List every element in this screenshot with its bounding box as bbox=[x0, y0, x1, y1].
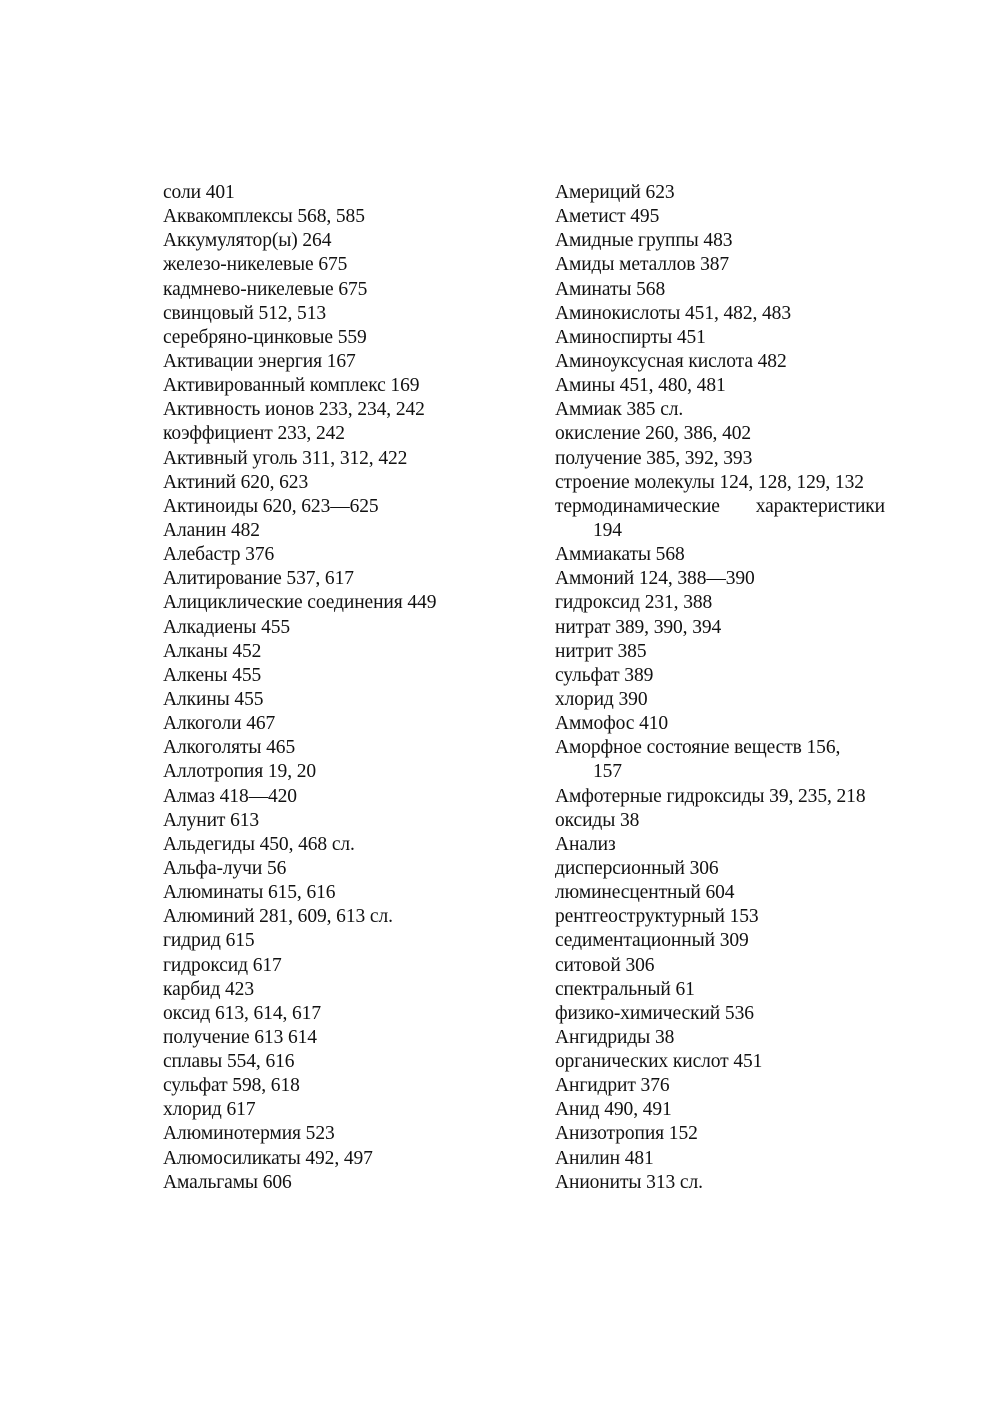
index-entry: железо-никелевые 675 bbox=[163, 254, 348, 276]
index-entry: Анилин 481 bbox=[555, 1147, 654, 1169]
index-entry: хлорид 390 bbox=[555, 688, 648, 710]
index-entry: Аминоспирты 451 bbox=[555, 326, 706, 348]
index-entry: Амфотерные гидроксиды 39, 235, 218 bbox=[555, 785, 866, 807]
index-entry: Ангидриды 38 bbox=[555, 1026, 675, 1048]
index-entry: Альдегиды 450, 468 сл. bbox=[163, 833, 355, 855]
index-entry: Алканы 452 bbox=[163, 640, 262, 662]
index-entry-word: термодинамические bbox=[555, 495, 720, 517]
index-entry: Аммоний 124, 388—390 bbox=[555, 568, 755, 590]
index-entry: нитрит 385 bbox=[555, 640, 647, 662]
index-entry: Алициклические соединения 449 bbox=[163, 592, 437, 614]
index-entry: Алюминий 281, 609, 613 сл. bbox=[163, 906, 393, 928]
index-entry: Аквакомплексы 568, 585 bbox=[163, 206, 365, 228]
index-left-column bbox=[163, 181, 503, 1195]
index-entry: Аморфное состояние веществ 156, bbox=[555, 737, 841, 759]
index-entry: спектральный 61 bbox=[555, 978, 695, 1000]
index-entry: Алюмосиликаты 492, 497 bbox=[163, 1147, 373, 1169]
index-entry: кадмнево-никелевые 675 bbox=[163, 278, 368, 300]
index-entry: гидроксид 617 bbox=[163, 954, 282, 976]
index-entry: Аккумулятор(ы) 264 bbox=[163, 230, 332, 252]
index-entry: Альфа-лучи 56 bbox=[163, 857, 287, 879]
index-right-column bbox=[555, 181, 895, 1195]
index-entry: седиментационный 309 bbox=[555, 930, 749, 952]
index-entry: Анизотропия 152 bbox=[555, 1123, 698, 1145]
index-entry: соли 401 bbox=[163, 182, 235, 203]
index-entry: Анализ bbox=[555, 833, 616, 855]
index-entry: Аммофос 410 bbox=[555, 713, 669, 735]
index-entry: дисперсионный 306 bbox=[555, 857, 719, 879]
index-entry: рентгеоструктурный 153 bbox=[555, 906, 759, 928]
index-entry: Америций 623 bbox=[555, 182, 675, 203]
index-entry: физико-химический 536 bbox=[555, 1002, 754, 1024]
index-entry: Амиды металлов 387 bbox=[555, 254, 730, 276]
index-entry: коэффициент 233, 242 bbox=[163, 423, 345, 445]
index-entry: Алюминаты 615, 616 bbox=[163, 882, 336, 904]
index-entry: Алюминотермия 523 bbox=[163, 1123, 335, 1145]
index-entry: оксиды 38 bbox=[555, 809, 640, 831]
index-entry: Аниониты 313 сл. bbox=[555, 1171, 703, 1193]
index-entry: ситовой 306 bbox=[555, 954, 655, 976]
index-entry: Активный уголь 311, 312, 422 bbox=[163, 447, 408, 469]
index-entry: оксид 613, 614, 617 bbox=[163, 1002, 321, 1024]
index-entry: строение молекулы 124, 128, 129, 132 bbox=[555, 471, 864, 493]
index-entry: Аметист 495 bbox=[555, 206, 660, 228]
index-entry: Алебастр 376 bbox=[163, 544, 275, 566]
index-entry: нитрат 389, 390, 394 bbox=[555, 616, 722, 638]
index-entry: Активность ионов 233, 234, 242 bbox=[163, 399, 425, 421]
index-entry: Алмаз 418—420 bbox=[163, 785, 297, 807]
index-entry-justified bbox=[555, 495, 885, 519]
index-entry: Аланин 482 bbox=[163, 519, 260, 541]
index-entry: получение 613 614 bbox=[163, 1026, 317, 1048]
index-entry: Амины 451, 480, 481 bbox=[555, 375, 726, 397]
index-entry: Актиноиды 620, 623—625 bbox=[163, 495, 379, 517]
index-entry: Активированный комплекс 169 bbox=[163, 375, 420, 397]
index-entry: Ангидрит 376 bbox=[555, 1075, 670, 1097]
index-entry: Алкоголяты 465 bbox=[163, 737, 296, 759]
index-entry: гидрид 615 bbox=[163, 930, 255, 952]
index-entry: Амальгамы 606 bbox=[163, 1171, 292, 1193]
index-entry: 194 bbox=[593, 519, 622, 541]
index-entry: Аммиак 385 сл. bbox=[555, 399, 684, 421]
index-entry: органических кислот 451 bbox=[555, 1051, 763, 1073]
index-entry: сплавы 554, 616 bbox=[163, 1051, 295, 1073]
index-entry: Аммиакаты 568 bbox=[555, 544, 685, 566]
index-entry: 157 bbox=[593, 761, 622, 783]
index-entry: Алунит 613 bbox=[163, 809, 260, 831]
index-entry: получение 385, 392, 393 bbox=[555, 447, 753, 469]
index-entry: хлорид 617 bbox=[163, 1099, 256, 1121]
index-entry: люминесцентный 604 bbox=[555, 882, 735, 904]
index-entry: Алитирование 537, 617 bbox=[163, 568, 354, 590]
index-entry: Алкены 455 bbox=[163, 664, 262, 686]
index-entry: Активации энергия 167 bbox=[163, 350, 356, 372]
index-entry: Амидные группы 483 bbox=[555, 230, 733, 252]
index-entry: гидроксид 231, 388 bbox=[555, 592, 713, 614]
index-entry: Анид 490, 491 bbox=[555, 1099, 672, 1121]
index-entry: Алкоголи 467 bbox=[163, 713, 276, 735]
index-entry-word: характеристики bbox=[755, 495, 885, 517]
index-entry: Аминокислоты 451, 482, 483 bbox=[555, 302, 791, 324]
index-entry: сульфат 389 bbox=[555, 664, 654, 686]
index-entry: серебряно-цинковые 559 bbox=[163, 326, 367, 348]
index-entry: сульфат 598, 618 bbox=[163, 1075, 300, 1097]
index-entry: Аминаты 568 bbox=[555, 278, 666, 300]
index-entry: карбид 423 bbox=[163, 978, 254, 1000]
index-entry: Алкадиены 455 bbox=[163, 616, 291, 638]
index-entry: Алкины 455 bbox=[163, 688, 264, 710]
index-entry: свинцовый 512, 513 bbox=[163, 302, 326, 324]
index-entry: окисление 260, 386, 402 bbox=[555, 423, 752, 445]
index-entry: Актиний 620, 623 bbox=[163, 471, 309, 493]
index-entry: Аллотропия 19, 20 bbox=[163, 761, 317, 783]
index-entry: Аминоуксусная кислота 482 bbox=[555, 350, 787, 372]
